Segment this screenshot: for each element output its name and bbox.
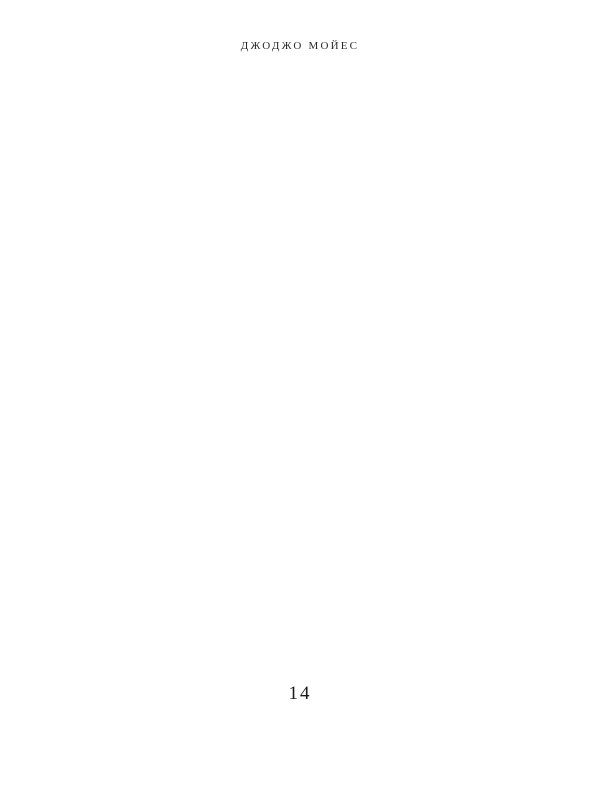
text-line xyxy=(118,618,484,640)
text-line xyxy=(118,397,484,419)
text-line xyxy=(118,508,484,530)
text-line xyxy=(118,287,484,309)
text-line xyxy=(118,132,484,154)
text-line xyxy=(118,486,484,508)
text-line xyxy=(118,552,484,574)
text-line xyxy=(118,442,484,464)
text-line xyxy=(118,574,484,596)
text-line xyxy=(118,66,484,88)
text-line xyxy=(118,353,484,375)
text-line xyxy=(118,663,484,685)
text-line xyxy=(118,530,484,552)
text-line xyxy=(118,265,484,287)
text-line xyxy=(118,154,484,176)
text-line xyxy=(118,176,484,198)
text-line xyxy=(118,773,484,795)
page-number: 14 xyxy=(288,683,312,704)
text-line xyxy=(118,221,484,243)
text-line xyxy=(118,331,484,353)
text-line xyxy=(118,464,484,486)
text-line xyxy=(118,751,484,773)
text-line xyxy=(118,596,484,618)
text-line xyxy=(118,309,484,331)
running-head: ДЖОДЖО МОЙЕС xyxy=(240,40,360,52)
text-line xyxy=(118,707,484,729)
text-line xyxy=(118,199,484,221)
text-line xyxy=(118,640,484,662)
text-line xyxy=(118,420,484,442)
text-line xyxy=(118,88,484,110)
text-line xyxy=(118,110,484,132)
text-line xyxy=(118,375,484,397)
text-line xyxy=(118,729,484,751)
text-line xyxy=(118,243,484,265)
